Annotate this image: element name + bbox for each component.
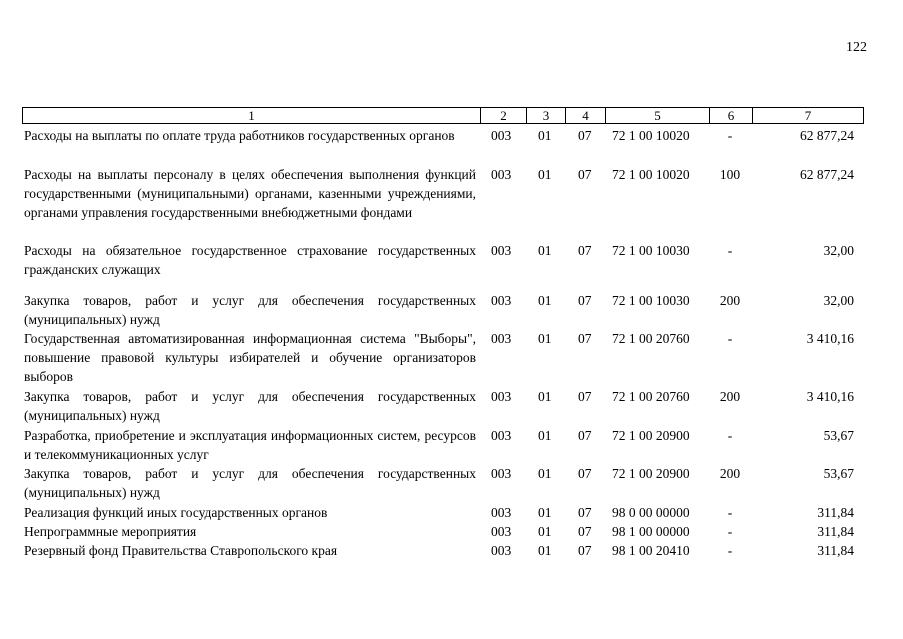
row-code-ministry: 003 <box>491 389 512 404</box>
row-code-expense-type: 200 <box>719 389 741 404</box>
row-amount: 3 410,16 <box>806 389 854 404</box>
row-code-target: 98 0 00 00000 <box>612 505 690 520</box>
column-header-2: 2 <box>481 108 527 123</box>
row-amount: 32,00 <box>823 243 854 258</box>
row-description: Закупка товаров, работ и услуг для обеспечения государственных (муниципальных) нужд <box>24 466 476 500</box>
row-code-target: 72 1 00 20900 <box>612 428 690 443</box>
row-amount: 53,67 <box>823 466 854 481</box>
row-code-ministry: 003 <box>491 167 512 182</box>
row-amount: 62 877,24 <box>800 167 854 182</box>
row-code-section: 01 <box>538 243 552 258</box>
row-code-target: 72 1 00 20760 <box>612 389 690 404</box>
row-code-ministry: 003 <box>491 543 512 558</box>
row-description: Непрограммные мероприятия <box>24 524 197 539</box>
row-description: Расходы на выплаты по оплате труда работников государственных органов <box>24 128 455 143</box>
row-description: Резервный фонд Правительства Ставропольского края <box>24 543 338 558</box>
row-code-expense-type: 200 <box>719 466 741 481</box>
column-header-4: 4 <box>566 108 606 123</box>
row-code-section: 01 <box>538 128 552 143</box>
row-code-subsection: 07 <box>578 128 592 143</box>
column-header-5: 5 <box>606 108 710 123</box>
row-code-subsection: 07 <box>578 167 592 182</box>
row-code-section: 01 <box>538 167 552 182</box>
row-code-section: 01 <box>538 389 552 404</box>
row-code-section: 01 <box>538 524 552 539</box>
row-amount: 3 410,16 <box>806 331 854 346</box>
row-code-expense-type: - <box>727 331 733 346</box>
row-code-ministry: 003 <box>491 243 512 258</box>
row-code-expense-type: - <box>727 243 733 258</box>
row-code-section: 01 <box>538 505 552 520</box>
row-code-target: 72 1 00 20760 <box>612 331 690 346</box>
row-code-expense-type: - <box>727 128 733 143</box>
row-code-section: 01 <box>538 543 552 558</box>
row-description: Закупка товаров, работ и услуг для обеспечения государственных (муниципальных) нужд <box>24 293 476 327</box>
row-code-ministry: 003 <box>491 524 512 539</box>
row-code-subsection: 07 <box>578 243 592 258</box>
column-header-7: 7 <box>804 108 812 123</box>
row-description: Расходы на обязательное государственное страхование государственных гражданских служащих <box>24 243 476 277</box>
row-amount: 311,84 <box>817 543 854 558</box>
row-code-section: 01 <box>538 293 552 308</box>
row-code-target: 72 1 00 10020 <box>612 128 690 143</box>
column-header-6: 6 <box>710 108 753 123</box>
row-code-expense-type: - <box>727 428 733 443</box>
row-code-expense-type: - <box>727 505 733 520</box>
row-code-subsection: 07 <box>578 428 592 443</box>
row-code-ministry: 003 <box>491 293 512 308</box>
row-amount: 311,84 <box>817 505 854 520</box>
row-description: Разработка, приобретение и эксплуатация информационных систем, ресурсов и телекоммуникационных услуг <box>24 428 476 462</box>
row-code-expense-type: - <box>727 543 733 558</box>
row-amount: 53,67 <box>823 428 854 443</box>
row-amount: 32,00 <box>823 293 854 308</box>
row-code-subsection: 07 <box>578 505 592 520</box>
column-header-3: 3 <box>527 108 566 123</box>
row-code-subsection: 07 <box>578 543 592 558</box>
row-code-target: 98 1 00 20410 <box>612 543 690 558</box>
table-header <box>22 107 864 124</box>
row-amount: 311,84 <box>817 524 854 539</box>
row-code-target: 72 1 00 10030 <box>612 293 690 308</box>
row-code-subsection: 07 <box>578 524 592 539</box>
row-code-subsection: 07 <box>578 466 592 481</box>
page-number: 122 <box>846 40 867 55</box>
row-code-subsection: 07 <box>578 293 592 308</box>
row-amount: 62 877,24 <box>800 128 854 143</box>
row-code-subsection: 07 <box>578 331 592 346</box>
row-code-section: 01 <box>538 331 552 346</box>
row-code-ministry: 003 <box>491 428 512 443</box>
row-code-expense-type: 200 <box>719 293 741 308</box>
row-description: Реализация функций иных государственных органов <box>24 505 328 520</box>
row-code-expense-type: - <box>727 524 733 539</box>
row-code-ministry: 003 <box>491 505 512 520</box>
row-code-ministry: 003 <box>491 466 512 481</box>
row-description: Закупка товаров, работ и услуг для обеспечения государственных (муниципальных) нужд <box>24 389 476 423</box>
row-code-target: 98 1 00 00000 <box>612 524 690 539</box>
row-code-section: 01 <box>538 466 552 481</box>
row-description: Расходы на выплаты персоналу в целях обеспечения выполнения функций государственными (муниципальными) органами, казенными учреждениями, органами управления государственными внебюджетными фондами <box>24 167 476 220</box>
row-code-target: 72 1 00 20900 <box>612 466 690 481</box>
row-code-expense-type: 100 <box>719 167 741 182</box>
row-code-ministry: 003 <box>491 331 512 346</box>
row-description: Государственная автоматизированная информационная система "Выборы", повышение правовой культуры избирателей и обучение организаторов выборов <box>24 331 476 384</box>
row-code-target: 72 1 00 10030 <box>612 243 690 258</box>
column-header-1: 1 <box>23 108 481 123</box>
row-code-subsection: 07 <box>578 389 592 404</box>
row-code-ministry: 003 <box>491 128 512 143</box>
row-code-target: 72 1 00 10020 <box>612 167 690 182</box>
row-code-section: 01 <box>538 428 552 443</box>
